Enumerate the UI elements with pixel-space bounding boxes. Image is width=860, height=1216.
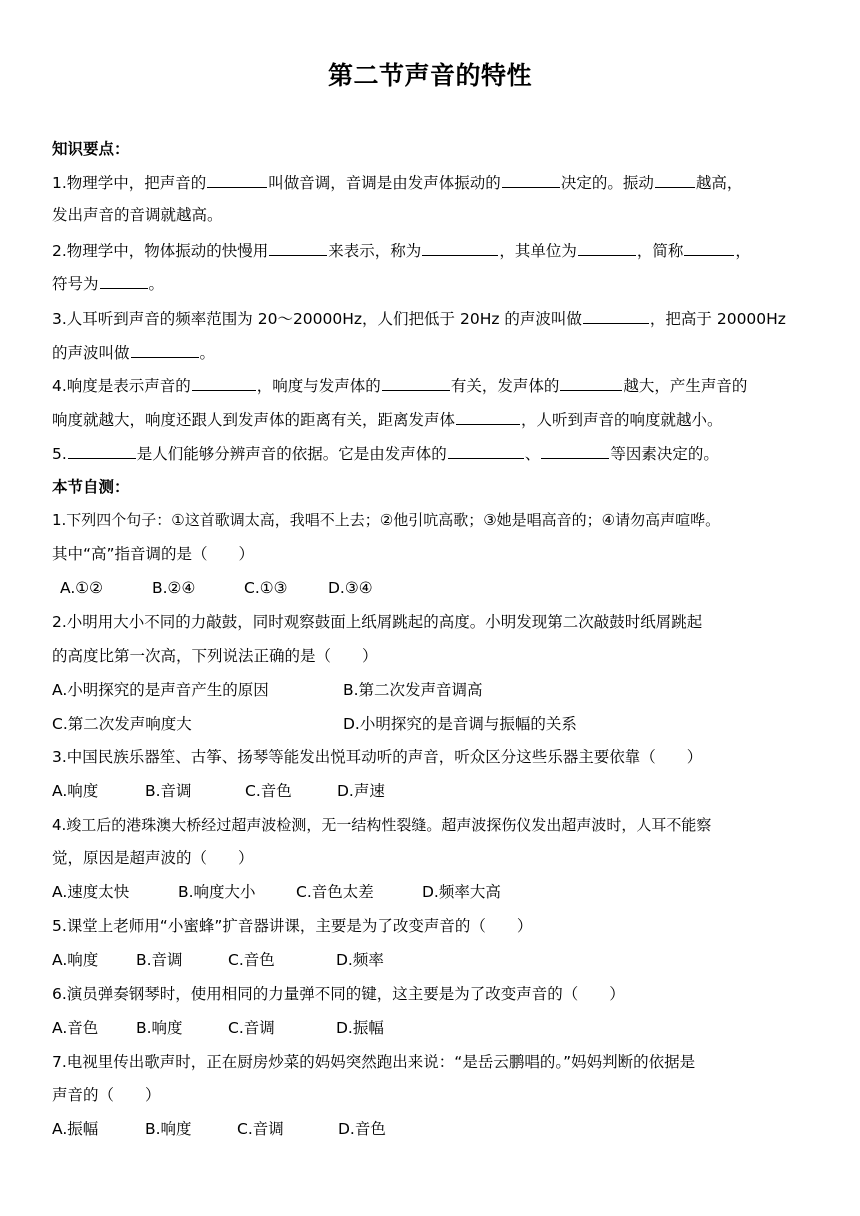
answer-blank[interactable] <box>655 172 695 188</box>
section-heading-self-test: 本节自测： <box>52 478 130 496</box>
text: 越高， <box>695 174 743 192</box>
text: 叫做音调，音调是由发声体振动的 <box>268 174 501 192</box>
option-c[interactable]: C.音色 <box>245 782 292 800</box>
text: 。 <box>199 344 216 362</box>
text: 的声波叫做 <box>52 344 130 362</box>
knowledge-item-5 <box>52 443 719 464</box>
question-2-options-row-2 <box>52 714 577 734</box>
text: ，人听到声音的响度就越小。 <box>521 411 723 429</box>
option-b[interactable]: B.音调 <box>145 782 192 800</box>
text: 来表示，称为 <box>328 242 422 260</box>
knowledge-item-1-line-2: 发出声音的音调就越高。 <box>52 206 223 224</box>
text: 、 <box>524 445 541 463</box>
option-a[interactable]: A.速度太快 <box>52 883 130 901</box>
question-6-options <box>52 1018 384 1038</box>
text: 4.响度是表示声音的 <box>52 377 191 395</box>
question-5-line-1: 5.课堂上老师用“小蜜蜂”扩音器讲课，主要是为了改变声音的（ ） <box>52 917 533 935</box>
option-a[interactable]: A.响度 <box>52 782 99 800</box>
option-c[interactable]: C.音调 <box>237 1120 284 1138</box>
knowledge-item-3-line-1 <box>52 308 786 329</box>
question-6-line-1: 6.演员弹奏钢琴时，使用相同的力量弹不同的键，这主要是为了改变声音的（ ） <box>52 985 625 1003</box>
option-a[interactable]: A.音色 <box>52 1019 99 1037</box>
option-a[interactable]: A.小明探究的是声音产生的原因 <box>52 681 269 699</box>
option-d[interactable]: D.③④ <box>328 579 373 597</box>
text: 。 <box>148 275 165 293</box>
option-c[interactable]: C.音调 <box>228 1019 275 1037</box>
page-title: 第二节声音的特性 <box>327 61 532 90</box>
question-1-options <box>60 578 408 598</box>
answer-blank[interactable] <box>68 443 136 459</box>
option-a[interactable]: A.振幅 <box>52 1120 99 1138</box>
answer-blank[interactable] <box>560 375 622 391</box>
question-2-line-2: 的高度比第一次高，下列说法正确的是（ ） <box>52 647 378 665</box>
question-7-line-2: 声音的（ ） <box>52 1086 161 1104</box>
question-1-line-1: 1.下列四个句子：①这首歌调太高，我唱不上去；②他引吭高歌；③她是唱高音的；④请勿高声喧哗。 <box>52 511 721 529</box>
option-c[interactable]: C.音色 <box>228 951 275 969</box>
answer-blank[interactable] <box>422 240 498 256</box>
knowledge-item-2-line-1 <box>52 240 751 261</box>
text: 响度就越大，响度还跟人到发声体的距离有关，距离发声体 <box>52 411 456 429</box>
answer-blank[interactable] <box>502 172 560 188</box>
text: 等因素决定的。 <box>610 445 719 463</box>
text: ，简称 <box>636 242 684 260</box>
answer-blank[interactable] <box>578 240 636 256</box>
option-d[interactable]: D.频率 <box>336 951 384 969</box>
text: ， <box>735 242 751 260</box>
knowledge-item-1-line-1 <box>52 172 742 193</box>
question-4-line-1: 4.竣工后的港珠澳大桥经过超声波检测，无一结构性裂缝。超声波探伤仪发出超声波时，人耳不能察 <box>52 816 712 834</box>
question-4-options <box>52 882 501 902</box>
answer-blank[interactable] <box>448 443 524 459</box>
question-2-options-row-1 <box>52 680 483 700</box>
question-4-line-2: 觉，原因是超声波的（ ） <box>52 849 254 867</box>
option-c[interactable]: C.第二次发声响度大 <box>52 715 192 733</box>
answer-blank[interactable] <box>100 273 148 289</box>
option-d[interactable]: D.频率大高 <box>422 883 501 901</box>
knowledge-item-4-line-2 <box>52 409 723 430</box>
text: ，把高于 20000Hz <box>649 310 786 328</box>
answer-blank[interactable] <box>269 240 327 256</box>
option-b[interactable]: B.②④ <box>152 579 196 597</box>
option-d[interactable]: D.音色 <box>338 1120 386 1138</box>
question-2-line-1: 2.小明用大小不同的力敲鼓，同时观察鼓面上纸屑跳起的高度。小明发现第二次敲鼓时纸屑跳起 <box>52 613 703 631</box>
knowledge-item-4-line-1 <box>52 375 747 396</box>
option-b[interactable]: B.响度大小 <box>178 883 256 901</box>
answer-blank[interactable] <box>131 342 199 358</box>
option-d[interactable]: D.振幅 <box>336 1019 384 1037</box>
section-heading-knowledge: 知识要点： <box>52 140 130 158</box>
option-c[interactable]: C.①③ <box>244 579 288 597</box>
option-d[interactable]: D.小明探究的是音调与振幅的关系 <box>343 715 577 733</box>
option-a[interactable]: A.①② <box>60 579 104 597</box>
question-3-options <box>52 781 385 801</box>
text: 决定的。振动 <box>560 174 654 192</box>
question-3-line-1: 3.中国民族乐器笙、古筝、扬琴等能发出悦耳动听的声音，听众区分这些乐器主要依靠（ ） <box>52 748 703 766</box>
answer-blank[interactable] <box>541 443 609 459</box>
answer-blank[interactable] <box>207 172 267 188</box>
text: 符号为 <box>52 275 99 293</box>
option-b[interactable]: B.音调 <box>136 951 183 969</box>
text: 越大，产生声音的 <box>623 377 748 395</box>
option-d[interactable]: D.声速 <box>337 782 385 800</box>
question-5-options <box>52 950 384 970</box>
answer-blank[interactable] <box>684 240 734 256</box>
text: ，响度与发声体的 <box>256 377 381 395</box>
text: 有关，发声体的 <box>450 377 560 395</box>
option-b[interactable]: B.第二次发声音调高 <box>343 681 483 699</box>
option-a[interactable]: A.响度 <box>52 951 99 969</box>
text: ，其单位为 <box>499 242 577 260</box>
answer-blank[interactable] <box>583 308 649 324</box>
answer-blank[interactable] <box>192 375 256 391</box>
text: 2.物理学中，物体振动的快慢用 <box>52 242 269 260</box>
answer-blank[interactable] <box>456 409 520 425</box>
option-b[interactable]: B.响度 <box>136 1019 183 1037</box>
option-b[interactable]: B.响度 <box>145 1120 192 1138</box>
knowledge-item-2-line-2 <box>52 273 164 294</box>
text: 1.物理学中，把声音的 <box>52 174 207 192</box>
text: 5. <box>52 445 67 463</box>
text: 是人们能够分辨声音的依据。它是由发声体的 <box>136 445 447 463</box>
text: 3.人耳听到声音的频率范围为 20～20000Hz，人们把低于 20Hz 的声波叫做 <box>52 310 582 328</box>
question-7-line-1: 7.电视里传出歌声时，正在厨房炒菜的妈妈突然跑出来说：“是岳云鹏唱的。”妈妈判断的依据是 <box>52 1053 696 1071</box>
question-1-line-2: 其中“高”指音调的是（ ） <box>52 545 255 563</box>
option-c[interactable]: C.音色太差 <box>296 883 374 901</box>
knowledge-item-3-line-2 <box>52 342 215 363</box>
question-7-options <box>52 1119 386 1139</box>
answer-blank[interactable] <box>382 375 450 391</box>
